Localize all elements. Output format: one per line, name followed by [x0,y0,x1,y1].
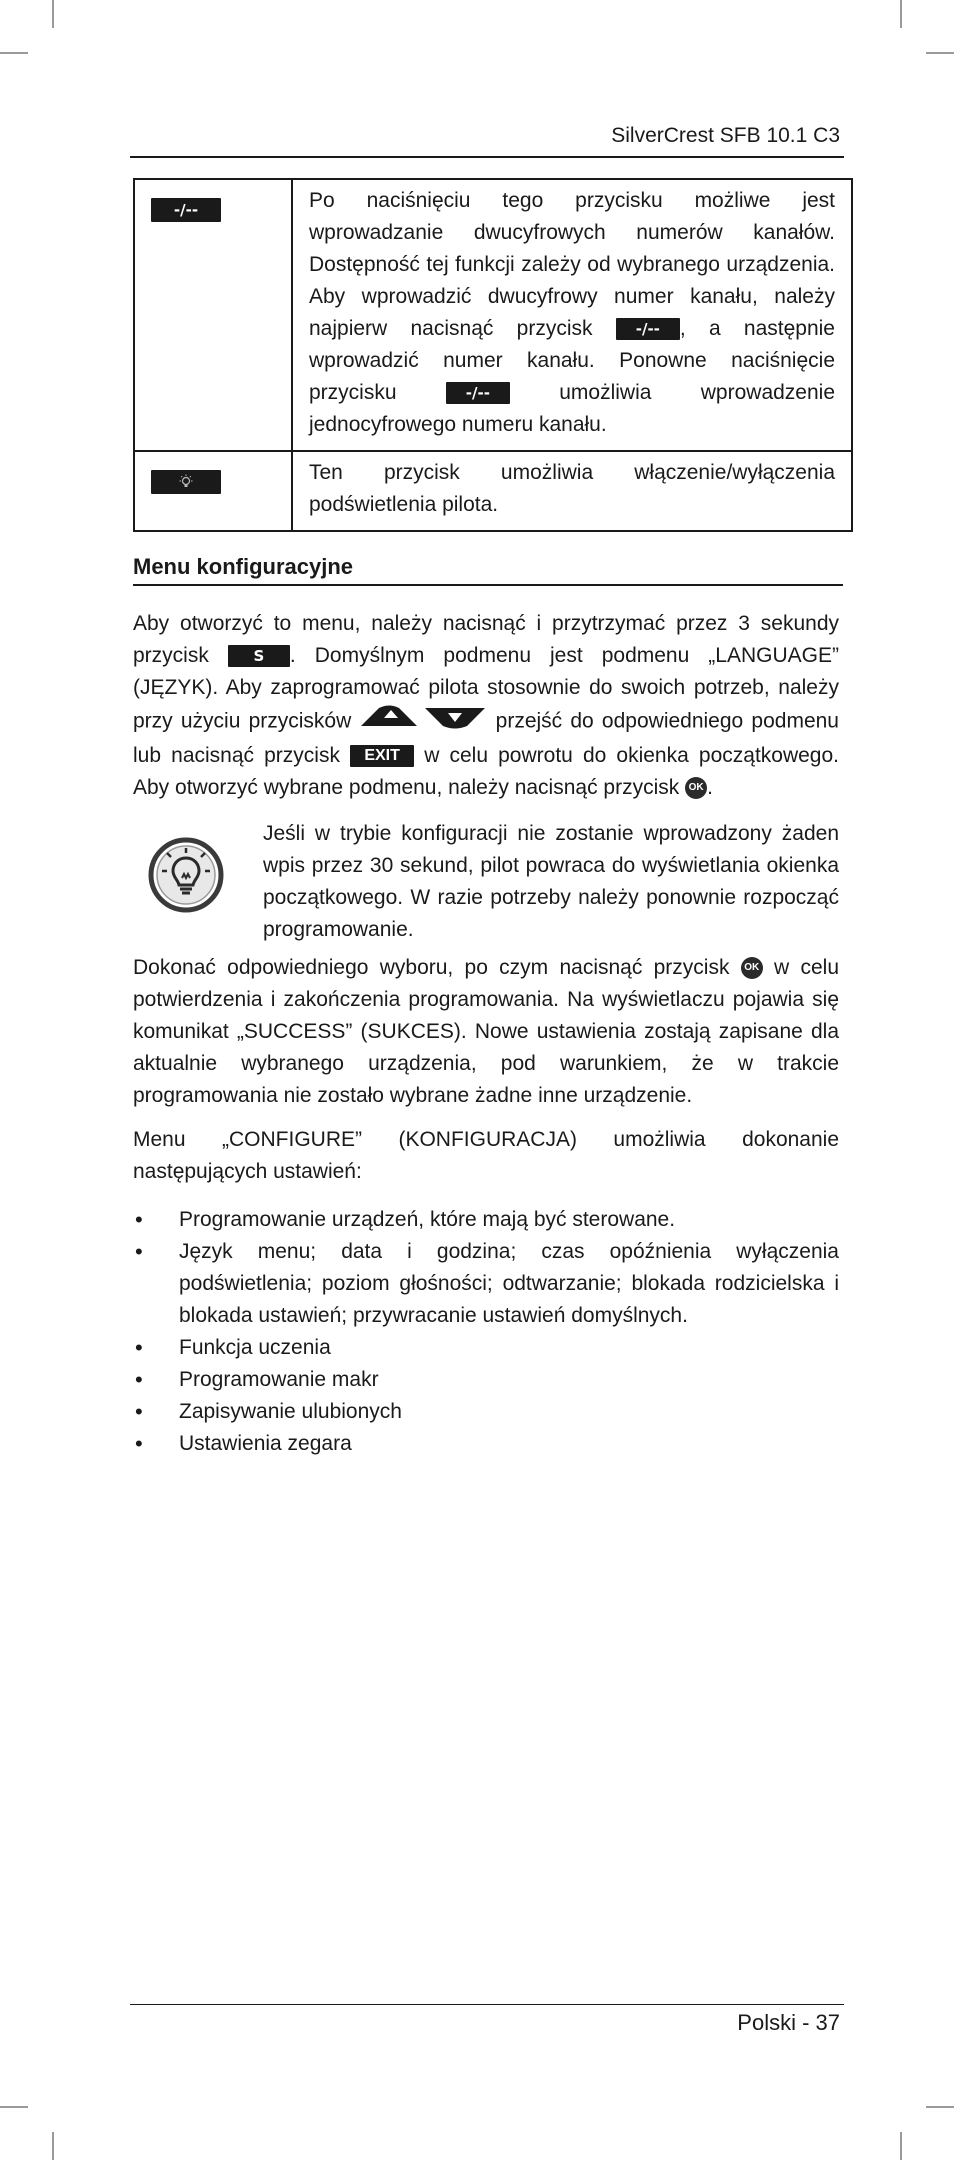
paragraph-text: w celu potwierdzenia i zakończenia programowania. Na wyświetlaczu pojawia się komunikat „SUCCESS” (SUKCES). Nowe ustawienia zostają zapisane dla aktualnie wybranego urządzenia, pod warunkiem, że w trakcie programowania nie zostało wybrane żadne inne urządzenie. [133,956,840,1107]
crop-mark [0,52,28,54]
crop-mark [900,2132,902,2160]
tip-note [133,818,839,946]
key-description [292,451,852,531]
page-header-title: SilverCrest SFB 10.1 C3 [611,124,840,147]
list-item: • Ustawienia zegara [133,1428,839,1460]
key-function-table [133,178,853,532]
list-item: • Funkcja uczenia [133,1332,839,1364]
header-rule [130,156,844,158]
paragraph-open-menu [133,608,839,804]
table-row [134,451,852,531]
paragraph-configure-menu: Menu „CONFIGURE” (KONFIGURACJA) umożliwia dokonanie następujących ustawień: [133,1128,839,1183]
digit-toggle-key-inline: -/-- [616,318,680,340]
setup-s-key: S [228,645,290,667]
section-heading: Menu konfiguracyjne [133,554,843,586]
crop-mark [0,2106,28,2108]
crop-mark [52,0,54,28]
lightbulb-icon [178,474,194,490]
page-number: Polski - 37 [737,2010,840,2035]
crop-mark [52,2132,54,2160]
list-item: • Programowanie urządzeń, które mają być sterowane. [133,1204,839,1236]
tip-bulb [133,818,263,946]
ok-key-icon: OK [741,957,763,979]
crop-mark [926,52,954,54]
paragraph-text: . [707,776,713,799]
description-text: , a następnie wprowadzić numer kanału. Ponowne naciśnięcie przycisku [309,317,835,404]
lightbulb-tip-icon [147,836,225,914]
description-text: Ten przycisk umożliwia włączenie/wyłączenia podświetlenia pilota. [309,461,835,516]
key-cell [134,179,292,451]
ok-key-icon: OK [685,777,707,799]
paragraph-text: Dokonać odpowiedniego wyboru, po czym nacisnąć przycisk [133,956,741,979]
tip-text: Jeśli w trybie konfiguracji nie zostanie wprowadzony żaden wpis przez 30 sekund, pilot powraca do wyświetlania okienka początkowego. W razie potrzeby należy ponownie rozpocząć programowanie. [263,822,839,941]
list-item: • Język menu; data i godzina; czas opóźnienia wyłączenia podświetlenia; poziom głośności; odtwarzanie; blokada rodzicielska i blokada ustawień; przywracanie ustawień domyślnych. [133,1236,839,1332]
paragraph-text: przejść do odpowiedniego podmenu lub nacisnąć przycisk [133,709,839,767]
backlight-key [151,470,221,494]
paragraph-text: Aby otworzyć to menu, należy nacisnąć i przytrzymać przez 3 sekundy przycisk [133,612,839,667]
description-text: umożliwia wprowadzenie jednocyfrowego numeru kanału. [309,381,836,436]
digit-toggle-key: -/-- [151,198,221,222]
list-item: • Programowanie makr [133,1364,839,1396]
list-item: • Zapisywanie ulubionych [133,1396,839,1428]
paragraph-text: w celu powrotu do okienka początkowego. Aby otworzyć wybrane podmenu, należy nacisnąć przycisk [133,744,839,799]
crop-mark [900,0,902,28]
digit-toggle-key-inline: -/-- [446,382,510,404]
page-content [133,178,839,1460]
footer-rule [130,2004,844,2005]
key-cell [134,451,292,531]
paragraph-text: . Domyślnym podmenu jest podmenu „LANGUAGE” (JĘZYK). Aby zaprogramować pilota stosownie do swoich potrzeb, należy przy użyciu przycisków [133,644,839,733]
paragraph-confirm [133,952,839,1112]
settings-list [133,1204,839,1460]
arrow-keys-icon [359,704,487,740]
crop-mark [926,2106,954,2108]
key-description [292,179,852,451]
up-down-arrow-icon [359,704,487,730]
description-text: Po naciśnięciu tego przycisku możliwe jest wprowadzanie dwucyfrowych numerów kanałów. Dostępność tej funkcji zależy od wybranego urządzenia. Aby wprowadzić dwucyfrowy numer kanału, należy najpierw nacisnąć przycisk [309,189,835,340]
table-row [134,179,852,451]
exit-key: EXIT [350,745,414,767]
